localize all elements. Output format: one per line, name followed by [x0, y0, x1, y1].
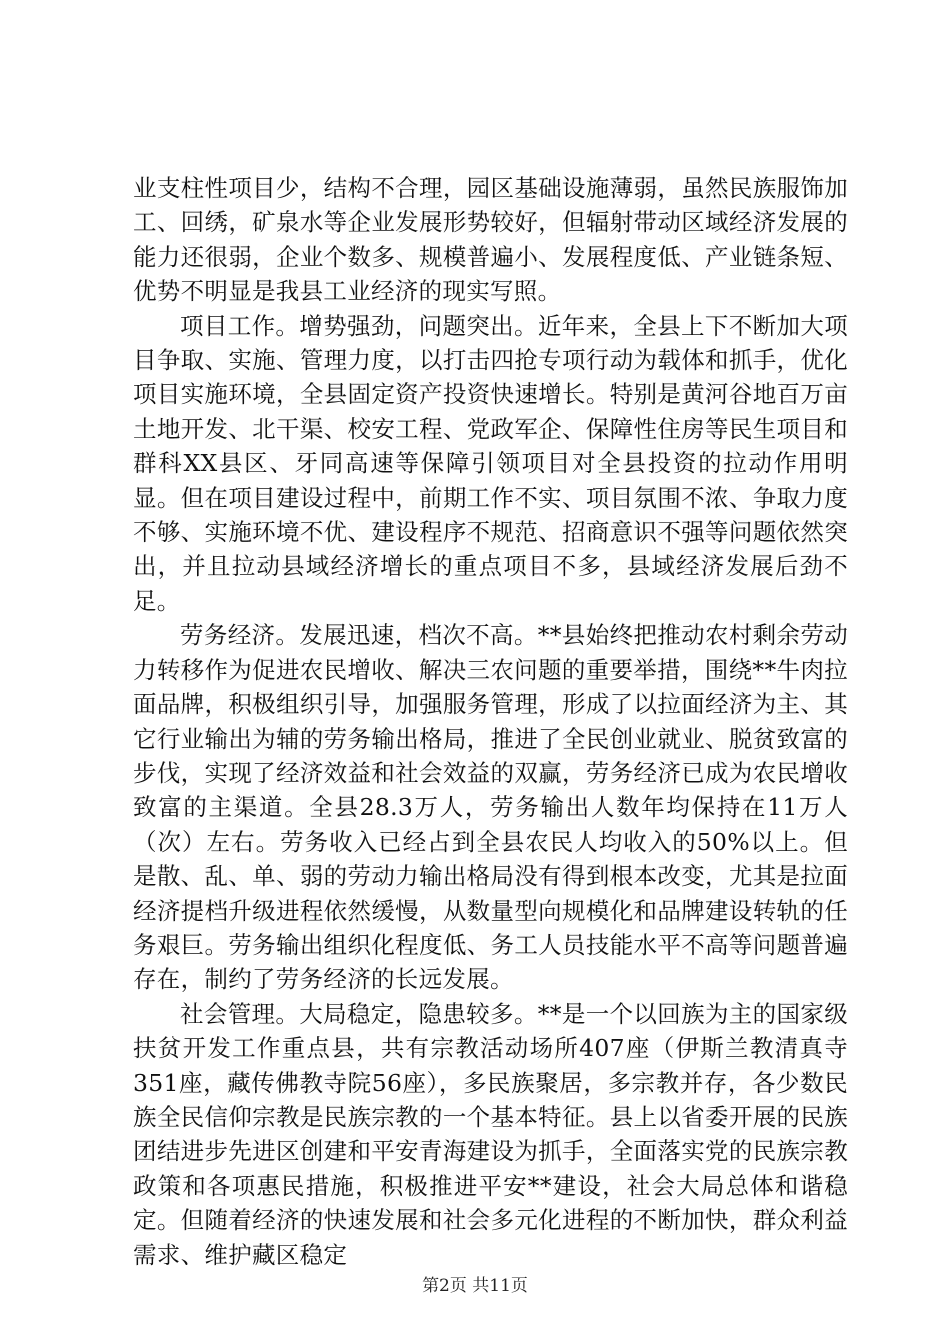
paragraph-industry: 业支柱性项目少，结构不合理，园区基础设施薄弱，虽然民族服饰加工、回绣，矿泉水等企业发展形势较好，但辐射带动区域经济发展的能力还很弱，企业个数多、规模普遍小、发展程度低、产业链条短、优势不明显是我县工业经济的现实写照。	[133, 174, 848, 306]
paragraph-projects: 项目工作。增势强劲，问题突出。近年来，全县上下不断加大项目争取、实施、管理力度，以打击四抢专项行动为载体和抓手，优化项目实施环境，全县固定资产投资快速增长。特别是黄河谷地百万亩土地开发、北干渠、校安工程、党政军企、保障性住房等民生项目和群科XX县区、牙同高速等保障引领项目对全县投资的拉动作用明显。但在项目建设过程中，前期工作不实、项目氛围不浓、争取力度不够、实施环境不优、建设程序不规范、招商意识不强等问题依然突出，并且拉动县域经济增长的重点项目不多，县域经济发展后劲不足。	[133, 311, 848, 615]
page-number-indicator: 第2页 共11页	[422, 1276, 528, 1296]
paragraph-social-management: 社会管理。大局稳定，隐患较多。**是一个以回族为主的国家级扶贫开发工作重点县，共有宗教活动场所407座（伊斯兰教清真寺351座，藏传佛教寺院56座），多民族聚居，多宗教并存，各少数民族全民信仰宗教是民族宗教的一个基本特征。县上以省委开展的民族团结进步先进区创建和平安青海建设为抓手，全面落实党的民族宗教政策和各项惠民措施，积极推进平安**建设，社会大局总体和谐稳定。但随着经济的快速发展和社会多元化进程的不断加快，群众利益需求、维护藏区稳定	[133, 999, 848, 1269]
document-body	[133, 171, 848, 1272]
paragraph-labor-economy: 劳务经济。发展迅速，档次不高。**县始终把推动农村剩余劳动力转移作为促进农民增收、解决三农问题的重要举措，围绕**牛肉拉面品牌，积极组织引导，加强服务管理，形成了以拉面经济为主、其它行业输出为辅的劳务输出格局，推进了全民创业就业、脱贫致富的步伐，实现了经济效益和社会效益的双赢，劳务经济已成为农民增收致富的主渠道。全县28.3万人，劳务输出人数年均保持在11万人（次）左右。劳务收入已经占到全县农民人均收入的50%以上。但是散、乱、单、弱的劳动力输出格局没有得到根本改变，尤其是拉面经济提档升级进程依然缓慢，从数量型向规模化和品牌建设转轨的任务艰巨。劳务输出组织化程度低、务工人员技能水平不高等问题普遍存在，制约了劳务经济的长远发展。	[133, 621, 848, 994]
page-footer	[0, 1275, 950, 1297]
